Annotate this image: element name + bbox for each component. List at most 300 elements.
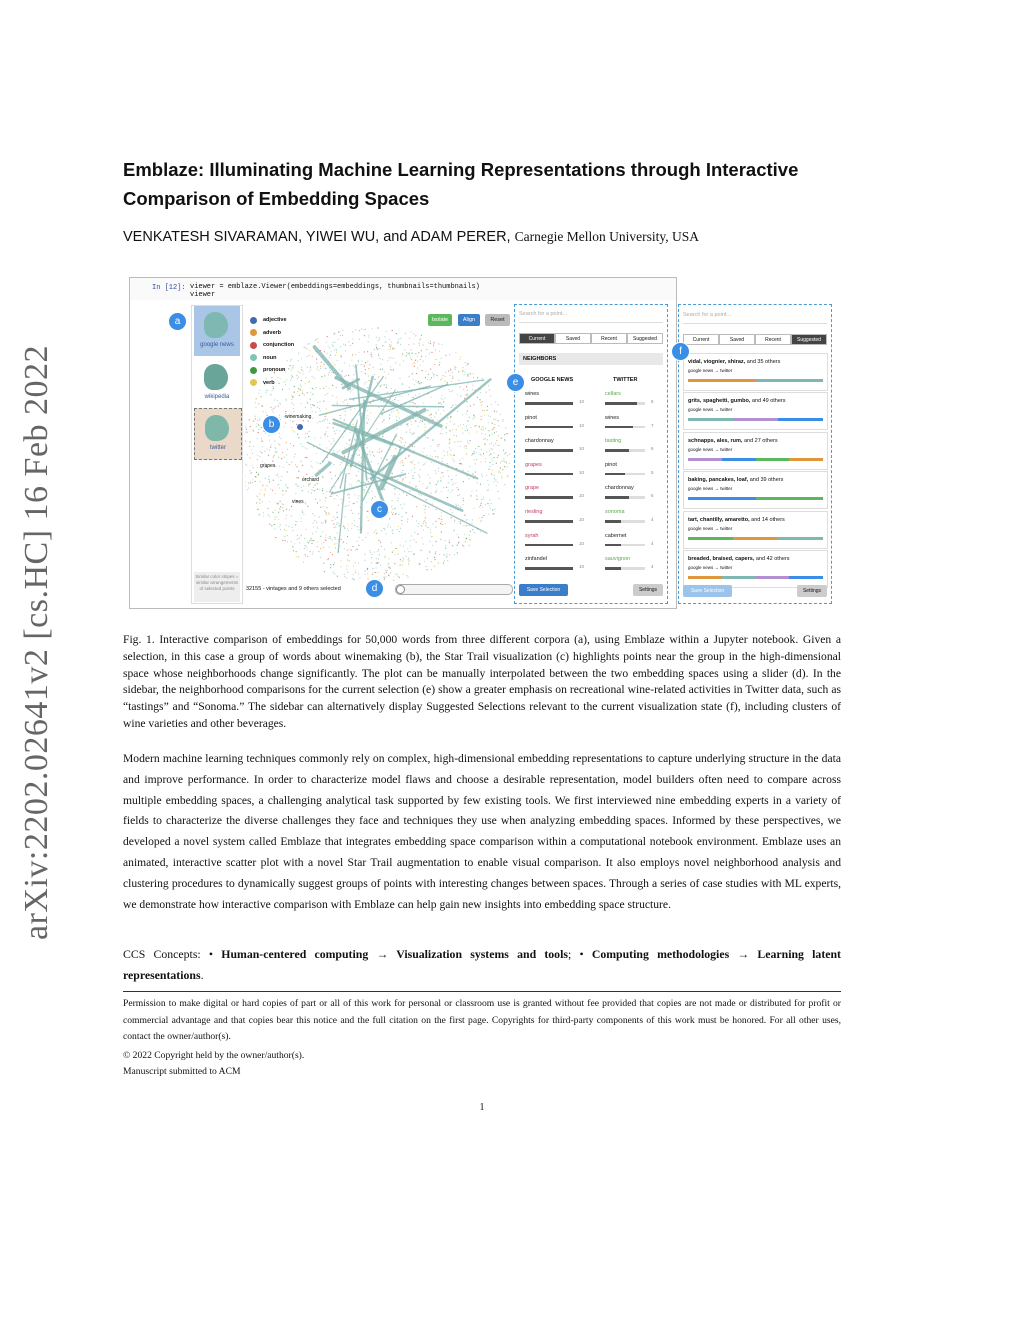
tab-recent[interactable]: Recent [591, 333, 627, 344]
scatter-point [405, 333, 406, 334]
interpolation-slider[interactable] [395, 584, 513, 595]
scatter-point [336, 524, 337, 525]
scatter-point [377, 349, 378, 350]
search-input[interactable]: Search for a point... [683, 312, 731, 318]
scatter-point [408, 344, 409, 345]
scatter-point [463, 424, 464, 425]
scatter-point [406, 424, 407, 425]
suggested-selection[interactable] [683, 471, 828, 509]
scatter-point [427, 558, 428, 559]
scatter-point [270, 407, 271, 408]
scatter-point [473, 451, 474, 452]
scatter-point [349, 483, 350, 484]
scatter-point [279, 487, 280, 488]
scatter-point [354, 520, 355, 521]
scatter-point [480, 505, 481, 506]
scatter-point [274, 455, 275, 456]
scatter-point [449, 354, 450, 355]
scatter-point [506, 462, 507, 463]
scatter-point [447, 452, 448, 453]
scatter-point [375, 496, 376, 497]
scatter-point [458, 380, 459, 381]
scatter-point [469, 535, 470, 536]
scatter-point [430, 379, 431, 380]
scatter-point [450, 430, 451, 431]
scatter-point [402, 462, 403, 463]
scatter-point [343, 541, 344, 542]
suggested-selection[interactable] [683, 550, 828, 588]
scatter-point [441, 472, 442, 473]
scatter-point [330, 538, 331, 539]
paper-title: Emblaze: Illuminating Machine Learning Representations through Interactive Comparison of Embedding Spaces [123, 159, 799, 209]
scatter-point [265, 478, 266, 479]
star-trail [319, 386, 430, 415]
scatter-point [394, 563, 395, 564]
neighbor-row[interactable] [521, 485, 665, 508]
scatter-point [369, 550, 370, 551]
scatter-point [259, 418, 260, 419]
scatter-point [367, 422, 368, 423]
neighbor-left: pinot [525, 414, 537, 421]
suggestion-source: google news → twitter [688, 486, 733, 492]
scatter-point [498, 491, 499, 492]
scatter-point [424, 509, 425, 510]
scatter-point [504, 484, 505, 485]
scatter-point [364, 383, 365, 384]
scatter-point [287, 471, 288, 472]
scatter-point [485, 392, 486, 393]
scatter-point [289, 509, 290, 510]
scatter-point [452, 459, 453, 460]
thumbnail-wikipedia[interactable] [194, 358, 240, 408]
scatter-point [272, 490, 273, 491]
legend-item-conjunction[interactable]: conjunction [250, 339, 320, 352]
scatter-point [445, 355, 446, 356]
scatter-point [305, 555, 306, 556]
scatter-point [455, 352, 456, 353]
scatter-point [278, 484, 279, 485]
scatter-point [398, 514, 399, 515]
scatter-point [364, 560, 365, 561]
scatter-point [346, 375, 347, 376]
ccs-end: . [200, 967, 204, 982]
scatter-point [311, 540, 312, 541]
scatter-point [355, 562, 356, 563]
point-label-grapes: grapes [260, 463, 276, 469]
scatter-point [405, 556, 406, 557]
scatter-point [291, 395, 292, 396]
scatter-point [368, 578, 369, 579]
scatter-point [414, 468, 415, 469]
legend-item-adverb[interactable]: adverb [250, 327, 320, 340]
scatter-point [368, 481, 369, 482]
scatter-point [387, 570, 388, 571]
scatter-point [479, 425, 480, 426]
scatter-point [393, 512, 394, 513]
scatter-point [472, 389, 473, 390]
scatter-point [280, 501, 281, 502]
suggestion-title [688, 398, 786, 404]
scatter-point [317, 528, 318, 529]
scatter-point [394, 348, 395, 349]
scatter-point [449, 554, 450, 555]
scatter-point [386, 331, 387, 332]
scatter-point [397, 428, 398, 429]
scatter-point [361, 329, 362, 330]
scatter-point [470, 440, 471, 441]
scatter-point [391, 388, 392, 389]
scatter-point [305, 554, 306, 555]
neighbor-left: zinfandel [525, 556, 548, 563]
scatter-point [399, 378, 400, 379]
scatter-point [415, 353, 416, 354]
scatter-point [262, 446, 263, 447]
tab-current[interactable]: Current [519, 333, 555, 344]
neighbor-right-count: 5 [651, 469, 654, 475]
scatter-point [350, 432, 351, 433]
scatter-point [405, 541, 406, 542]
align-button[interactable]: Align [458, 314, 480, 326]
neighbor-right: chardonnay [605, 485, 634, 492]
scatter-point [417, 526, 418, 527]
scatter-point [484, 415, 485, 416]
scatter-point [355, 354, 356, 355]
scatter-point [317, 489, 318, 490]
suggested-selection[interactable] [683, 392, 828, 430]
scatter-point [467, 374, 468, 375]
scatter-point [505, 452, 506, 453]
scatter-point [452, 405, 453, 406]
scatter-point [286, 486, 287, 487]
scatter-point [449, 391, 450, 392]
scatter-point [363, 482, 364, 483]
scatter-point [320, 368, 321, 369]
scatter-point [509, 463, 510, 464]
scatter-point [321, 522, 322, 523]
thumbnail-twitter[interactable] [194, 408, 242, 460]
suggested-selection[interactable] [683, 432, 828, 470]
scatter-point [354, 503, 355, 504]
scatter-point [401, 442, 402, 443]
neighbor-row[interactable] [521, 438, 665, 461]
scatter-point [307, 506, 308, 507]
tab-saved[interactable]: Saved [719, 334, 755, 345]
scatter-point [451, 391, 452, 392]
scatter-point [253, 446, 254, 447]
scatter-point [465, 541, 466, 542]
scatter-point [441, 531, 442, 532]
neighbor-row[interactable] [521, 391, 665, 414]
scatter-point [303, 514, 304, 515]
neighbor-row[interactable] [521, 556, 665, 579]
scatter-point [325, 537, 326, 538]
scatter-point [352, 523, 353, 524]
scatter-point [345, 350, 346, 351]
scatter-point [320, 437, 321, 438]
scatter-point [336, 350, 337, 351]
scatter-point [431, 569, 432, 570]
scatter-point [362, 540, 363, 541]
scatter-point [368, 380, 369, 381]
scatter-point [467, 383, 468, 384]
scatter-point [446, 427, 447, 428]
scatter-point [412, 353, 413, 354]
scatter-point [452, 512, 453, 513]
scatter-point [397, 410, 398, 411]
scatter-point [357, 420, 358, 421]
scatter-point [274, 524, 275, 525]
scatter-point [487, 439, 488, 440]
scatter-point [467, 410, 468, 411]
scatter-point [435, 553, 436, 554]
scatter-point [368, 341, 369, 342]
scatter-point [341, 384, 342, 385]
scatter-point [358, 461, 359, 462]
scatter-point [432, 439, 433, 440]
scatter-point [429, 415, 430, 416]
scatter-point [417, 382, 418, 383]
scatter-point [247, 454, 248, 455]
scatter-point [253, 467, 254, 468]
scatter-point [378, 559, 379, 560]
scatter-point [368, 335, 369, 336]
scatter-point [409, 387, 410, 388]
scatter-point [325, 500, 326, 501]
scatter-point [464, 515, 465, 516]
scatter-point [325, 497, 326, 498]
scatter-point [361, 361, 362, 362]
settings-button[interactable]: Settings [797, 585, 827, 597]
scatter-point [278, 519, 279, 520]
neighbor-row[interactable] [521, 415, 665, 438]
scatter-point [503, 460, 504, 461]
scatter-point [334, 573, 335, 574]
scatter-point [417, 356, 418, 357]
save-selection-button[interactable]: Save Selection [683, 585, 732, 597]
scatter-point [329, 536, 330, 537]
scatter-point [292, 430, 293, 431]
scatter-point [313, 405, 314, 406]
scatter-point [374, 374, 375, 375]
legend-item-verb[interactable]: verb [250, 377, 320, 390]
scatter-point [358, 361, 359, 362]
tab-current[interactable]: Current [683, 334, 719, 345]
scatter-point [369, 452, 370, 453]
scatter-point [488, 484, 489, 485]
scatter-point [469, 539, 470, 540]
scatter-point [339, 331, 340, 332]
scatter-point [314, 520, 315, 521]
tab-suggested[interactable]: Suggested [791, 334, 827, 345]
scatter-point [426, 349, 427, 350]
scatter-point [376, 344, 377, 345]
suggested-selection[interactable] [683, 511, 828, 549]
scatter-point [339, 450, 340, 451]
scatter-point [269, 501, 270, 502]
legend-item-pronoun[interactable]: pronoun [250, 364, 320, 377]
scatter-point [378, 463, 379, 464]
scatter-point [492, 423, 493, 424]
scatter-point [412, 373, 413, 374]
scatter-point [368, 337, 369, 338]
scatter-point [452, 372, 453, 373]
save-selection-button[interactable]: Save Selection [519, 584, 568, 596]
scatter-point [428, 474, 429, 475]
scatter-point [264, 495, 265, 496]
scatter-point [384, 489, 385, 490]
legend-item-noun[interactable]: noun [250, 352, 320, 365]
scatter-point [384, 371, 385, 372]
scatter-point [463, 498, 464, 499]
scatter-point [417, 534, 418, 535]
scatter-point [312, 394, 313, 395]
color-stripe [688, 576, 823, 579]
star-trail [338, 474, 346, 553]
scatter-point [414, 532, 415, 533]
scatter-point [337, 360, 338, 361]
scatter-point [423, 361, 424, 362]
scatter-point [367, 573, 368, 574]
scatter-point [325, 539, 326, 540]
scatter-point [466, 386, 467, 387]
scatter-point [472, 519, 473, 520]
scatter-point [307, 457, 308, 458]
scatter-point [325, 515, 326, 516]
scatter-point [309, 540, 310, 541]
scatter-point [269, 440, 270, 441]
search-input[interactable]: Search for a point... [519, 311, 567, 317]
scatter-point [446, 432, 447, 433]
scatter-point [435, 349, 436, 350]
scatter-point [434, 566, 435, 567]
tab-saved[interactable]: Saved [555, 333, 591, 344]
tab-suggested[interactable]: Suggested [627, 333, 663, 344]
scatter-point [441, 491, 442, 492]
scatter-point [446, 463, 447, 464]
suggestion-title [688, 359, 780, 365]
scatter-point [379, 452, 380, 453]
scatter-point [399, 364, 400, 365]
scatter-point [286, 525, 287, 526]
scatter-point [323, 547, 324, 548]
scatter-point [330, 567, 331, 568]
scatter-point [357, 501, 358, 502]
scatter-point [286, 442, 287, 443]
point-label-orchard: orchard [302, 477, 319, 483]
scatter-point [393, 411, 394, 412]
legend-item-adjective[interactable]: adjective [250, 314, 320, 327]
scatter-point [403, 557, 404, 558]
scatter-point [410, 349, 411, 350]
scatter-point [458, 425, 459, 426]
scatter-point [388, 558, 389, 559]
scatter-point [265, 488, 266, 489]
reset-button[interactable]: Reset [485, 314, 510, 326]
embedding-thumbnail-list [191, 305, 243, 604]
scatter-point [326, 520, 327, 521]
scatter-point [403, 559, 404, 560]
scatter-point [429, 482, 430, 483]
scatter-point [393, 369, 394, 370]
neighbor-row[interactable] [521, 509, 665, 532]
scatter-point [447, 418, 448, 419]
slider-handle[interactable] [396, 585, 405, 594]
scatter-point [371, 557, 372, 558]
scatter-point [308, 485, 309, 486]
code-line-1: viewer = emblaze.Viewer(embeddings=embeddings, thumbnails=thumbnails) [190, 283, 480, 291]
scatter-point [354, 408, 355, 409]
scatter-point [449, 438, 450, 439]
scatter-point [344, 574, 345, 575]
scatter-point [467, 376, 468, 377]
scatter-point [430, 532, 431, 533]
scatter-point [456, 435, 457, 436]
scatter-point [445, 380, 446, 381]
color-stripe [688, 418, 823, 421]
scatter-point [270, 489, 271, 490]
scatter-point [410, 402, 411, 403]
suggested-selection[interactable] [683, 353, 828, 391]
scatter-point [468, 471, 469, 472]
scatter-point [419, 481, 420, 482]
tab-recent[interactable]: Recent [755, 334, 791, 345]
scatter-point [464, 398, 465, 399]
scatter-point [401, 516, 402, 517]
scatter-point [359, 450, 360, 451]
scatter-point [329, 388, 330, 389]
settings-button[interactable]: Settings [633, 584, 663, 596]
scatter-point [389, 414, 390, 415]
scatter-point [280, 480, 281, 481]
isolate-button[interactable]: Isolate [428, 314, 452, 326]
scatter-point [429, 423, 430, 424]
scatter-point [337, 512, 338, 513]
badge-c: c [370, 500, 389, 519]
scatter-point [336, 495, 337, 496]
scatter-point [335, 519, 336, 520]
thumbnail-google-news[interactable] [194, 306, 240, 356]
scatter-point [410, 432, 411, 433]
scatter-point [450, 369, 451, 370]
scatter-point [423, 448, 424, 449]
scatter-point [292, 397, 293, 398]
scatter-point [506, 461, 507, 462]
scatter-point [365, 537, 366, 538]
scatter-point [268, 455, 269, 456]
scatter-point [337, 452, 338, 453]
scatter-point [451, 479, 452, 480]
scatter-point [509, 453, 510, 454]
scatter-point [301, 535, 302, 536]
scatter-point [406, 512, 407, 513]
scatter-point [402, 438, 403, 439]
neighbor-row[interactable] [521, 462, 665, 485]
scatter-point [442, 458, 443, 459]
scatter-point [488, 489, 489, 490]
scatter-point [344, 548, 345, 549]
scatter-point [365, 369, 366, 370]
neighbor-right-bar [605, 544, 621, 547]
scatter-point [499, 498, 500, 499]
neighbor-row[interactable] [521, 533, 665, 556]
scatter-point [325, 512, 326, 513]
scatter-point [438, 343, 439, 344]
scatter-point [471, 491, 472, 492]
neighbor-left-count: 10 [579, 422, 585, 428]
scatter-point [446, 556, 447, 557]
scatter-point [245, 464, 246, 465]
scatter-point [285, 411, 286, 412]
